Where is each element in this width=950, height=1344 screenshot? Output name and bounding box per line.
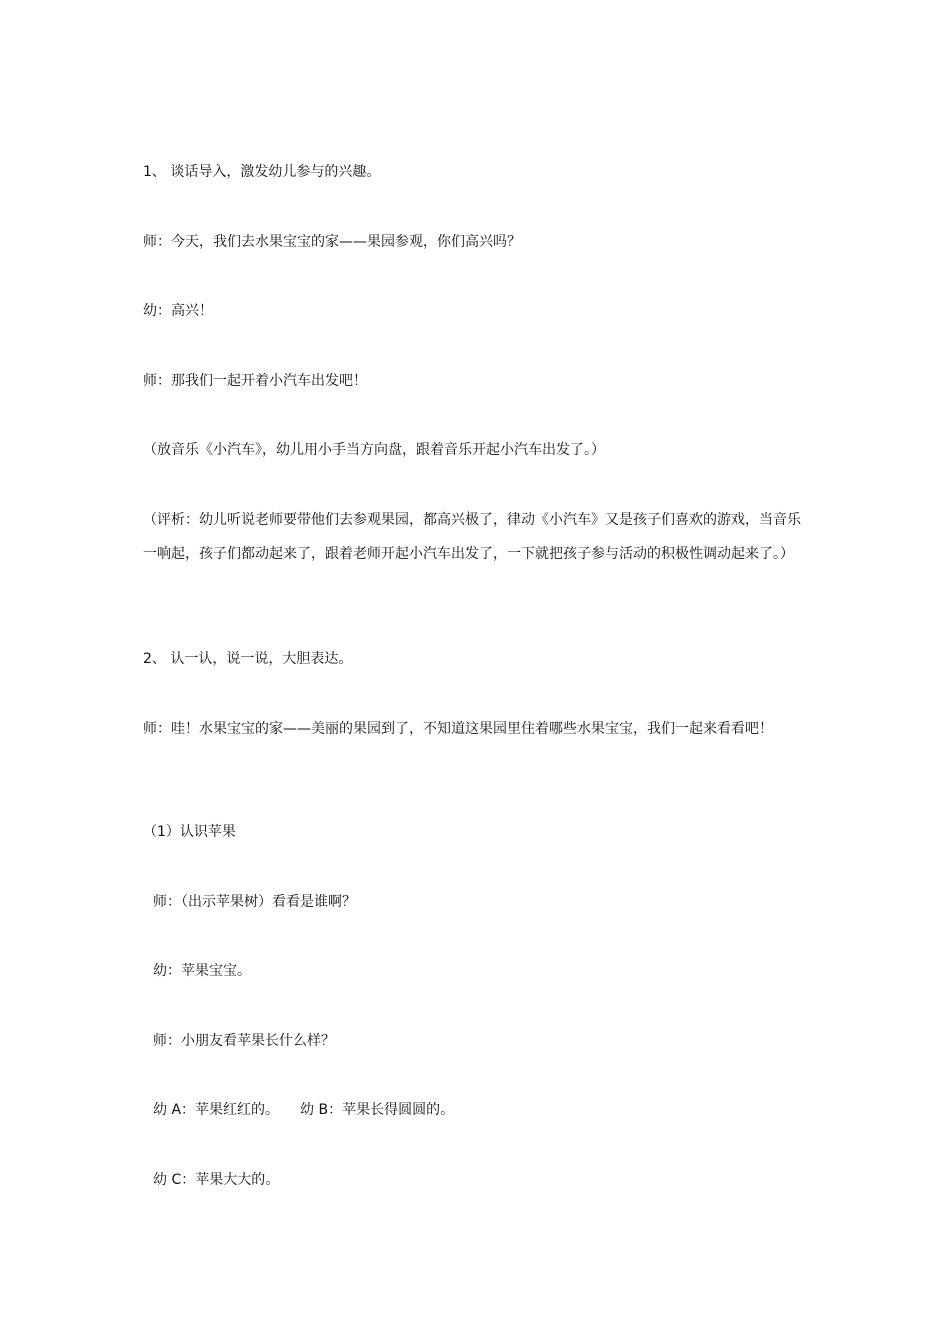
dialogue-line: 幼 C：苹果大大的。: [153, 1172, 280, 1188]
dialogue-line: 师：哇！水果宝宝的家——美丽的果园到了，不知道这果园里住着哪些水果宝宝，我们一起来看看吧！: [143, 721, 773, 737]
commentary-paragraph: （评析：幼儿听说老师要带他们去参观果园，都高兴极了，律动《小汽车》又是孩子们喜欢的游戏，当音乐一响起，孩子们都动起来了，跟着老师开起小汽车出发了，一下就把孩子参与活动的积极性调动起来了。）: [143, 512, 801, 562]
stage-note: （放音乐《小汽车》，幼儿用小手当方向盘，跟着音乐开起小汽车出发了。）: [143, 442, 605, 458]
dialogue-line: 师：那我们一起开着小汽车出发吧！: [143, 373, 367, 389]
subsection-heading: （1）认识苹果: [143, 824, 236, 840]
dialogue-line: 幼：苹果宝宝。: [153, 963, 251, 979]
dialogue-line: 师：（出示苹果树）看看是谁啊？: [153, 894, 356, 910]
dialogue-line: 师：小朋友看苹果长什么样？: [153, 1033, 335, 1049]
section-heading-1: 1、 谈话导入，激发幼儿参与的兴趣。: [143, 164, 381, 180]
dialogue-line: 师：今天，我们去水果宝宝的家——果园参观，你们高兴吗？: [143, 234, 521, 250]
dialogue-line: 幼：高兴！: [143, 303, 213, 319]
section-heading-2: 2、 认一认，说一说，大胆表达。: [143, 651, 353, 667]
dialogue-line: 幼 A：苹果红红的。 幼 B：苹果长得圆圆的。: [153, 1102, 455, 1118]
